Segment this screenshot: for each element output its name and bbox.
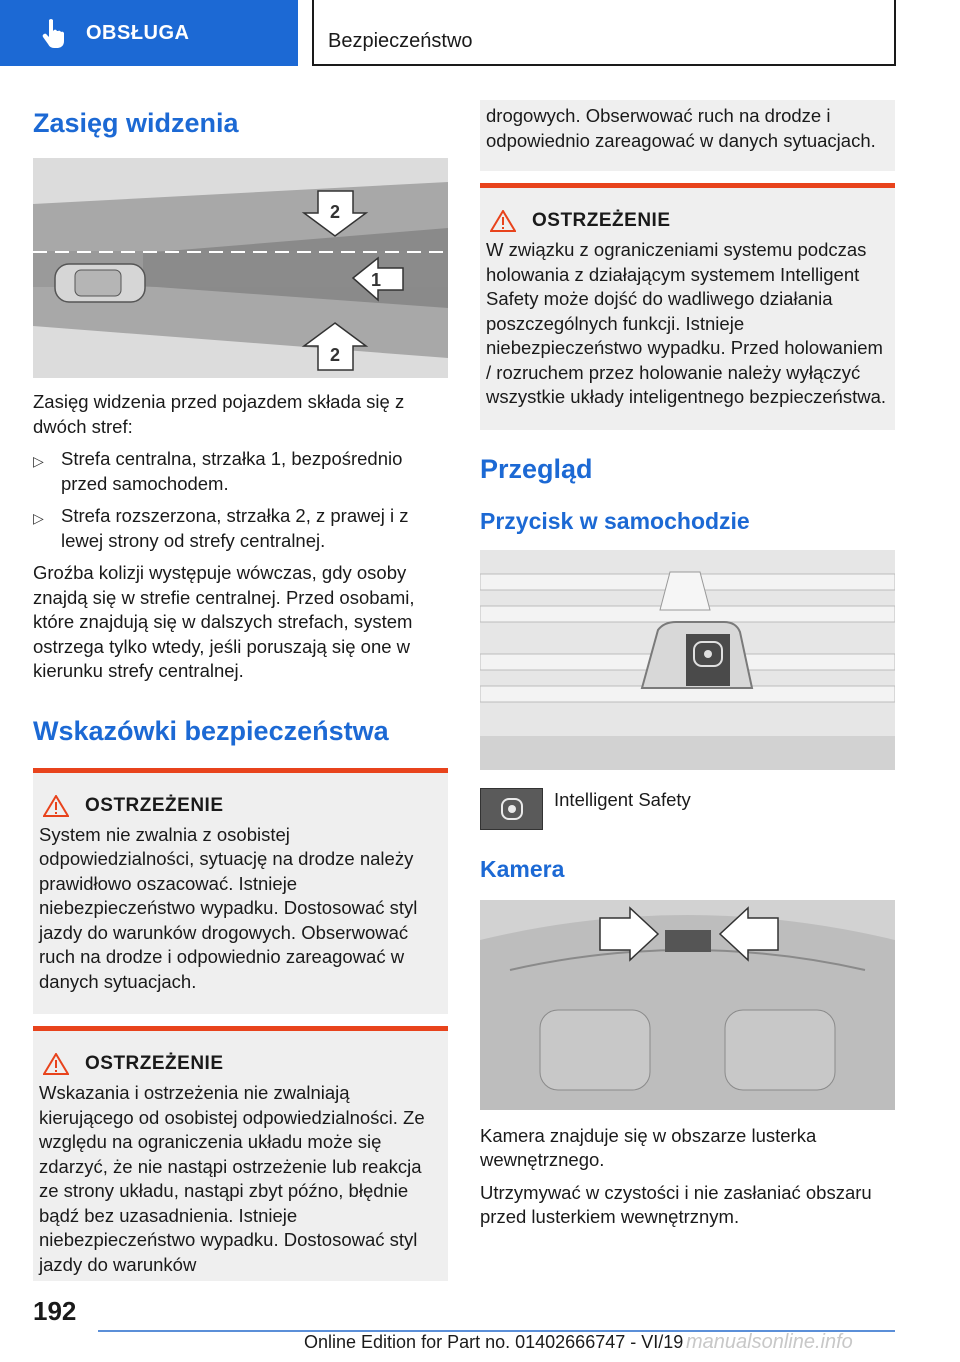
warning-text: Wskazania i ostrzeżenia nie zwalniają kierującego od osobistej odpowiedzialności. Ze względu na ograniczenia układu może się zdarzyć, że nie nastąpi ostrzeżenie lub reakcja ze strony układu, nastąpi zbyt późno, błędnie bądź bez uzasadnienia. Istnieje niebezpieczeństwo wypadku. Dostosować styl jazdy do warunków bbox=[39, 1082, 425, 1275]
warning-box bbox=[33, 768, 448, 1015]
watermark: manualsonline.info bbox=[686, 1331, 853, 1353]
zone-list bbox=[33, 447, 448, 553]
collision-paragraph: Groźba kolizji występuje wówczas, gdy osoby znajdą się w strefie centralnej. Przed osobami, które znajdują się w dalszych strefach, system ostrzega tylko wtedy, jeśli poruszają się one w kierunku strefy centralnej. bbox=[33, 562, 415, 681]
warning-title: OSTRZEŻENIE bbox=[532, 210, 671, 231]
warning-text: W związku z ograniczeniami systemu podczas holowania z działającym systemem Intelligent Safety może dojść do wadliwego działania poszczególnych funkcji. Istnieje niebezpieczeństwo wypadku. Przed holowaniem / rozruchem przez holowanie należy wyłączyć wszystkie układy inteligentnego bezpieczeństwa. bbox=[486, 239, 887, 407]
heading-field-of-view: Zasięg widzenia bbox=[33, 108, 239, 138]
list-item: ▷ Strefa centralna, strzałka 1, bezpośrednio przed samochodem. bbox=[33, 448, 403, 494]
figure-camera-location bbox=[480, 900, 895, 1110]
triangle-bullet-icon: ▷ bbox=[33, 510, 44, 526]
warning-triangle-icon bbox=[43, 795, 69, 817]
left-column bbox=[33, 96, 448, 1281]
figure-detection-zones bbox=[33, 158, 448, 378]
chapter-title: Bezpieczeństwo bbox=[312, 0, 896, 66]
page-number: 192 bbox=[33, 1296, 77, 1326]
warning-continuation: drogowych. Obserwować ruch na drodze i odpowiednio zareagować w danych sytuacjach. bbox=[480, 100, 895, 171]
heading-button-in-car: Przycisk w samochodzie bbox=[480, 507, 750, 534]
edition-text: Online Edition for Part no. 01402666747 - VI/19 bbox=[304, 1332, 684, 1352]
intelligent-safety-button[interactable] bbox=[480, 788, 543, 830]
camera-location-illustration bbox=[480, 900, 895, 1110]
button-label: Intelligent Safety bbox=[554, 788, 691, 810]
section-tab-label: OBSŁUGA bbox=[86, 21, 190, 44]
warning-title: OSTRZEŻENIE bbox=[85, 1053, 224, 1074]
camera-location-text: Kamera znajduje się w obszarze lusterka wewnętrznego. bbox=[480, 1124, 817, 1170]
warning-box bbox=[480, 183, 895, 430]
triangle-bullet-icon: ▷ bbox=[33, 453, 44, 469]
detection-zones-diagram bbox=[33, 158, 448, 378]
warning-box bbox=[33, 1026, 448, 1281]
section-tab[interactable] bbox=[0, 0, 298, 66]
arrow-1-label: 1 bbox=[370, 270, 382, 290]
arrow-2-top-label: 2 bbox=[329, 202, 341, 222]
warning-title: OSTRZEŻENIE bbox=[85, 794, 224, 816]
warning-text: System nie zwalnia z osobistej odpowiedzialności, sytuację na drodze należy prawidłowo oszacować. Istnieje niebezpieczeństwo wypadku. Dostosować styl jazdy do warunków drogowych. Obserwować ruch na drodze i odpowiednio zareagować w danych sytuacjach. bbox=[39, 823, 418, 992]
figure-button-panel bbox=[480, 550, 895, 770]
intelligent-safety-icon bbox=[499, 796, 525, 822]
warning-triangle-icon bbox=[43, 1053, 69, 1075]
camera-care-text: Utrzymywać w czystości i nie zasłaniać obszaru przed lusterkiem wewnętrznym. bbox=[480, 1181, 872, 1227]
button-legend bbox=[480, 788, 895, 830]
arrow-2-bottom-label: 2 bbox=[329, 345, 341, 365]
intro-text: Zasięg widzenia przed pojazdem składa się z dwóch stref: bbox=[33, 391, 405, 437]
heading-camera: Kamera bbox=[480, 855, 565, 882]
heading-overview: Przegląd bbox=[480, 453, 593, 484]
button-panel-illustration bbox=[480, 550, 895, 770]
list-item: ▷ Strefa rozszerzona, strzałka 2, z prawej i z lewej strony od strefy centralnej. bbox=[33, 505, 409, 551]
warning-triangle-icon bbox=[490, 210, 516, 232]
heading-safety-notes: Wskazówki bezpieczeństwa bbox=[33, 715, 389, 746]
hand-pointer-icon bbox=[40, 18, 68, 48]
right-column bbox=[480, 100, 895, 1230]
